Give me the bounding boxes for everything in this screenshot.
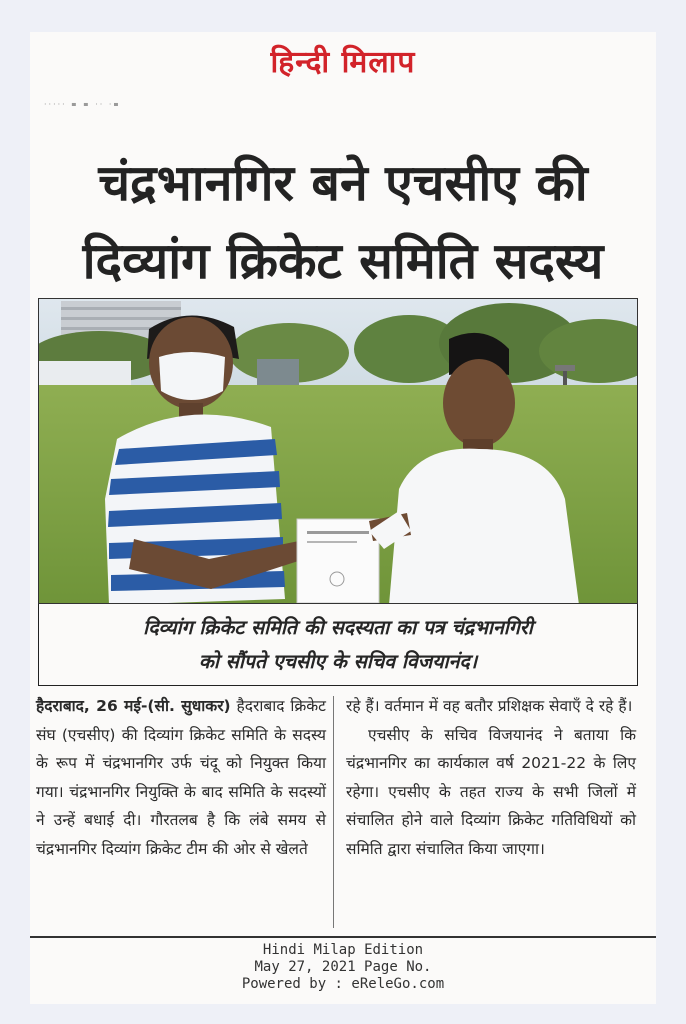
caption-line-1: दिव्यांग क्रिकेट समिति की सदस्यता का पत्र चंद्रभानगिरी bbox=[143, 616, 533, 639]
footer-edition: Hindi Milap Edition bbox=[262, 942, 424, 958]
headline-line-2: दिव्यांग क्रिकेट समिति सदस्य bbox=[82, 232, 604, 290]
article-body-left: हैदराबाद क्रिकेट संघ (एचसीए) की दिव्यांग क्रिकेट समिति के सदस्य के रूप में चंद्रभानगिर उर्फ चंदू को नियुक्त किया गया। चंद्रभानगिर नियुक्ति के बाद समिति के सदस्यों ने उन्हें बधाई दी। गौरतलब है कि लंबे समय से चंद्रभानगिर दिव्यांग क्रिकेट टीम की ओर से खेलते bbox=[36, 697, 326, 858]
article-body-right-1: रहे हैं। वर्तमान में वह बतौर प्रशिक्षक सेवाएँ दे रहे हैं। bbox=[346, 697, 633, 715]
photo-caption bbox=[38, 604, 638, 686]
article-photo bbox=[38, 298, 638, 604]
article-column-left bbox=[36, 692, 326, 863]
newspaper-masthead: हिन्दी मिलाप bbox=[270, 45, 416, 80]
article-body-right-2: एचसीए के सचिव विजयानंद ने बताया कि चंद्रभानगिर का कार्यकाल वर्ष 2021-22 के लिए रहेगा। एचसीए के तहत राज्य के सभी जिलों में संचालित होने वाले दिव्यांग क्रिकेट गतिविधियों को समिति द्वारा संचालित किया जाएगा। bbox=[346, 725, 636, 858]
headline-line-1: चंद्रभानगिर बने एचसीए की bbox=[98, 154, 588, 212]
photo-illustration bbox=[39, 299, 638, 604]
article-dateline: हैदराबाद, 26 मई-(सी. सुधाकर) bbox=[36, 697, 231, 715]
footer-date-page: May 27, 2021 Page No. bbox=[254, 959, 432, 975]
footer-rule bbox=[30, 936, 656, 938]
edition-footer bbox=[30, 942, 656, 993]
article-column-right bbox=[346, 692, 636, 863]
article-headline bbox=[30, 144, 656, 300]
scan-residue: ····· ▪ ▪ ·· ·▪ bbox=[44, 100, 121, 106]
caption-line-2: को सौंपते एचसीए के सचिव विजयानंद। bbox=[198, 650, 478, 673]
newspaper-clipping bbox=[30, 32, 656, 1004]
footer-powered-by: Powered by : eReleGo.com bbox=[241, 976, 445, 992]
column-divider bbox=[333, 696, 334, 928]
